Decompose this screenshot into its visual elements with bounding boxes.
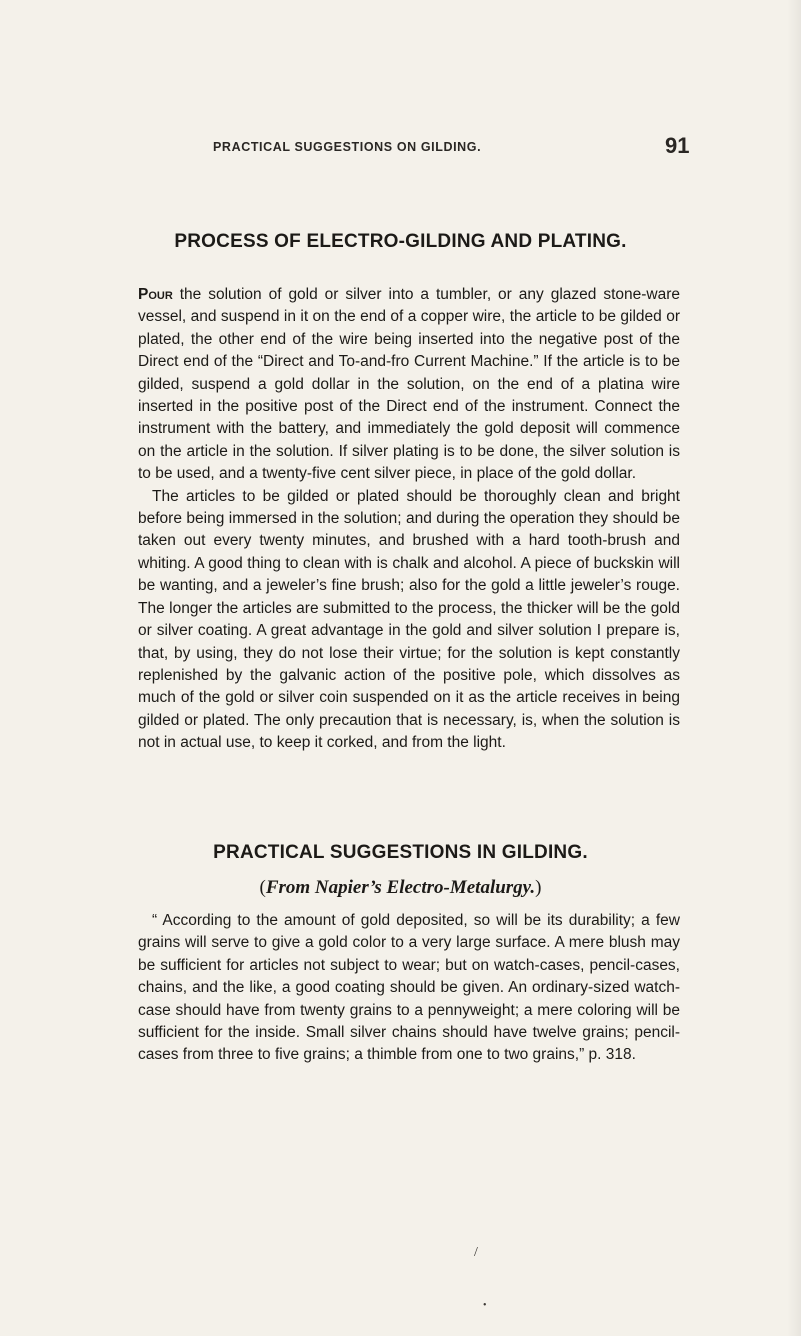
page-number: 91 xyxy=(665,133,690,158)
section-body-practical-suggestions xyxy=(138,910,680,1067)
page-edge-shadow xyxy=(787,0,801,1336)
section-heading-practical-suggestions: PRACTICAL SUGGESTIONS IN GILDING. xyxy=(213,842,588,863)
paragraph xyxy=(138,284,680,486)
lead-word: Pour xyxy=(138,286,173,303)
source-title: From Napier’s Electro-Metalurgy. xyxy=(265,877,536,898)
quoted-paragraph: “ According to the amount of gold deposited, so will be its durability; a few grains will serve to give a gold color to a very large surface. A mere blush may be sufficient for articles not subject to wear; but on watch-cases, pencil-cases, chains, and the like, a good coating should be given. An ordinary-sized watch-case should have from twenty grains to a pennyweight; a mere coloring will be sufficient for the inside. Small silver chains should have twelve grains; pencil-cases from three to five grains; a thimble from one to two grains,” p. 318. xyxy=(138,912,680,1064)
paragraph-text: the solution of gold or silver into a tumbler, or any glazed stone-ware vessel, and suspend in it on the end of a copper wire, the article to be gilded or plated, the other end of the wire being inserted into the negative post of the Direct end of the “Direct and To-and-fro Current Machine.” If the article is to be gilded, suspend a gold dollar in the solution, on the end of a platina wire inserted in the positive post of the Direct end of the instrument. Connect the instrument with the battery, and immediately the gold deposit will commence on the article in the solution. If silver plating is to be done, the silver solution is to be used, and a twenty-five cent silver piece, in place of the gold dollar. xyxy=(138,286,680,483)
section-heading-electro-gilding: PROCESS OF ELECTRO-GILDING AND PLATING. xyxy=(174,231,627,252)
page-speck: / xyxy=(474,1245,478,1260)
source-citation: (From Napier’s Electro-Metalurgy.) xyxy=(259,877,542,898)
running-head: PRACTICAL SUGGESTIONS ON GILDING. xyxy=(213,140,482,154)
page-speck: • xyxy=(483,1300,487,1311)
section-body-electro-gilding xyxy=(138,284,680,755)
paragraph: The articles to be gilded or plated should be thoroughly clean and bright before being immersed in the solution; and during the operation they should be taken out every twenty minutes, and brushed with a hard tooth-brush and whiting. A good thing to clean with is chalk and alcohol. A piece of buckskin will be wanting, and a jeweler’s fine brush; also for the gold a little jeweler’s rouge. The longer the articles are submitted to the process, the thicker will be the gold or silver coating. A great advantage in the gold and silver solution I prepare is, that, by using, they do not lose their virtue; for the solution is kept constantly replenished by the galvanic action of the positive pole, which dissolves as much of the gold or silver coin suspended on it as the article receives in being gilded or plated. The only precaution that is necessary, is, when the solution is not in actual use, to keep it corked, and from the light. xyxy=(138,487,680,752)
